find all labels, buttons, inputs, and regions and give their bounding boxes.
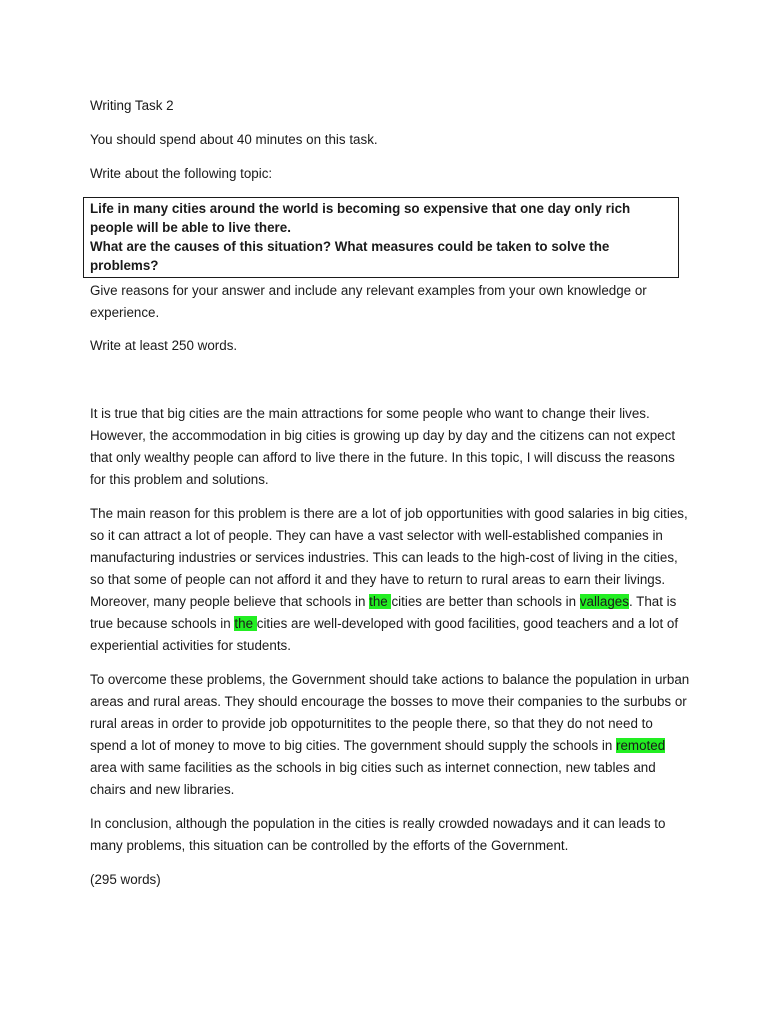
time-instruction: You should spend about 40 minutes on this task. [90, 132, 378, 147]
document-content [90, 95, 690, 891]
text-segment: cities are well-developed with good facilities, good teachers and a lot of experiential activities for students. [90, 616, 679, 653]
highlighted-word: the [369, 594, 392, 609]
topic-intro: Write about the following topic: [90, 166, 273, 181]
prompt-statement: Life in many cities around the world is becoming so expensive that one day only rich people will be able to live there. [90, 201, 631, 235]
min-words-instruction: Write at least 250 words. [90, 338, 238, 353]
text-segment: To overcome these problems, the Government should take actions to balance the population in urban areas and rural areas. They should encourage the bosses to move their companies to the surbubs or rural areas in order to provide job oppoturnitites to the people there, so that they do not need to spend a lot of money to move to big cities. The government should supply the schools in [90, 672, 690, 753]
essay-paragraph-conclusion: In conclusion, although the population in the cities is really crowded nowadays and it can leads to many problems, this situation can be controlled by the efforts of the Government. [90, 816, 666, 853]
essay [90, 403, 690, 891]
highlighted-word: remoted [616, 738, 666, 753]
essay-paragraph-intro: It is true that big cities are the main attractions for some people who want to change their lives. However, the accommodation in big cities is growing up day by day and the citizens can not expect that only wealthy people can afford to live there in the future. In this topic, I will discuss the reasons for this problem and solutions. [90, 406, 676, 487]
prompt-box [83, 197, 679, 278]
text-segment: area with same facilities as the schools in big cities such as internet connection, new tables and chairs and new libraries. [90, 760, 656, 797]
essay-paragraph-solutions [90, 669, 690, 801]
word-count: (295 words) [90, 872, 161, 887]
task-title: Writing Task 2 [90, 98, 174, 113]
answer-instructions: Give reasons for your answer and include any relevant examples from your own knowledge or experience. [90, 283, 647, 320]
text-segment: The main reason for this problem is there are a lot of job opportunities with good salaries in big cities, so it can attract a lot of people. They can have a vast selector with well-established companies in manufacturing industries or services industries. This can leads to the high-cost of living in the cities, so that some of people can not afford it and they have to return to rural areas to earn their livings. Moreover, many people believe that schools in [90, 506, 688, 609]
highlighted-word: vallages [579, 594, 629, 609]
essay-paragraph-reasons [90, 503, 690, 657]
highlighted-word: the [234, 616, 257, 631]
text-segment: cities are better than schools in [391, 594, 580, 609]
prompt-question: What are the causes of this situation? What measures could be taken to solve the problems? [90, 239, 610, 273]
text-segment: . That is true because schools in [90, 594, 677, 631]
